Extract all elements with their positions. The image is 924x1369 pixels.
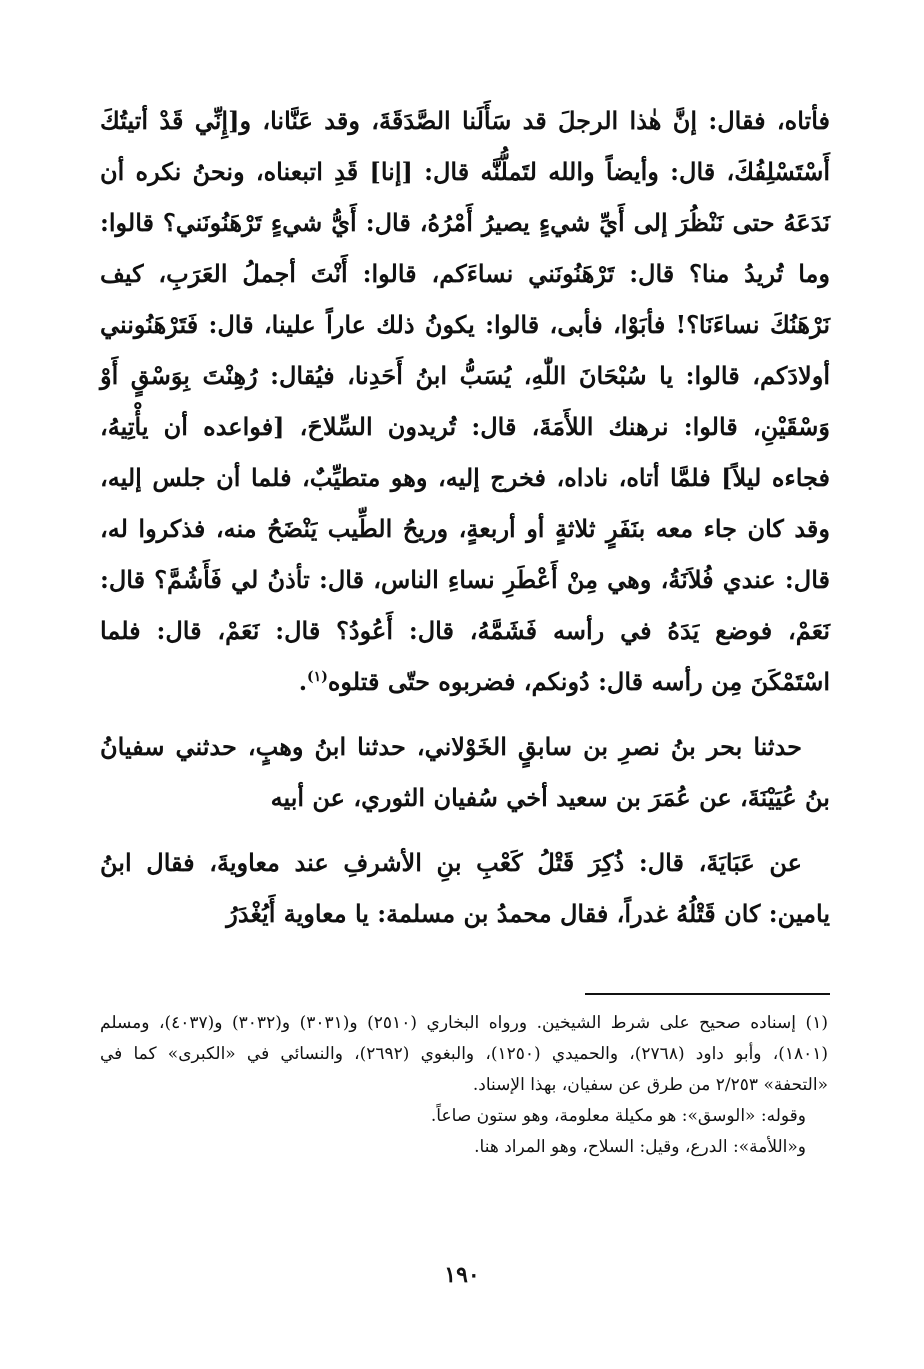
hadith-paragraph: عن عَبَايَةَ، قال: ذُكِرَ قَتْلُ كَعْبِ بنِ الأشرفِ عند معاويةَ، فقال ابنُ يامين: كان قَتْلُهُ غدراً، فقال محمدُ بن مسلمة: يا معاوية أَيُغْدَرُ [100,848,830,928]
isnad-paragraph: حدثنا بحر بنُ نصرِ بن سابقٍ الخَوْلاني، حدثنا ابنُ وهبٍ، حدثني سفيانُ بنُ عُيَيْنَةَ، عن عُمَرَ بن سعيد أخي سُفيان الثوري، عن أبيه [100,732,830,812]
main-text [100,95,830,939]
footnote-reference[interactable]: (١) [307,669,328,685]
paragraph-end-mark: . [298,667,308,696]
footnote-wasq: وقوله: «الوسق»: هو مكيلة معلومة، وهو ستون صاعاً. [430,1106,806,1126]
hadith-paragraph [100,95,830,707]
paragraph-text: فأتاه، فقال: إنَّ هٰذا الرجلَ قد سَأَلَنا الصَّدَقَةَ، وقد عَنَّانا، و[إِنِّي قَدْ أتيتُكَ أَسْتَسْلِفُكَ، قال: وأيضاً والله لتَملُّنَّه قال: [إنا] قَدِ اتبعناه، ونحنُ نكره أن نَدَعَهُ حتى نَنْظُرَ إلى أَيِّ شيءٍ يصيرُ أَمْرُهُ، قال: أَيُّ شيءٍ تَرْهَنُونَني؟ قالوا: وما تُريدُ منا؟ قال: تَرْهَنُونَني نساءَكم، قالوا: أَنْتَ أجملُ العَرَبِ، كيف نَرْهَنُكَ نساءَنَا؟! فأبَوْا، فأبى، قالوا: يكونُ ذلك عاراً علينا، قال: فَتَرْهَنُونني أولادَكم، قالوا: يا سُبْحَانَ اللّٰهِ، يُسَبُّ ابنُ أَحَدِنا، فيُقال: رُهِنْتَ بِوَسْقٍ أَوْ وَسْقَيْنِ، قالوا: نرهنك اللأَمَةَ، قال: تُريدون السِّلاحَ، [فواعده أن يأْتِيهُ، فجاءه ليلاً] فلمَّا أتاه، ناداه، فخرج إليه، وهو متطيِّبٌ، فلما أن جلس إليه، وقد كان جاء معه بنَفَرٍ ثلاثةٍ أو أربعةٍ، وريحُ الطِّيب يَنْضَحُ منه، فذكروا له، قال: عندي فُلاَنَةُ، وهي مِنْ أَعْطَرِ نساءِ الناس، قال: تأذنُ لي فَأَشُمَّ؟ قال: نَعَمْ، فوضع يَدَهُ في رأسه فَشَمَّهُ، قال: أَعُودُ؟ قال: نَعَمْ، قال: فلما اسْتَمْكَنَ مِن رأسه قال: دُونكم، فضربوه حتّى قتلوه [100,106,830,696]
footnote-1: (١) إسناده صحيح على شرط الشيخين. ورواه البخاري (٢٥١٠) و(٣٠٣١) و(٣٠٣٢) و(٤٠٣٧)، ومسلم (١٨٠١)، وأبو داود (٢٧٦٨)، والحميدي (١٢٥٠)، والبغوي (٢٦٩٢)، والنسائي في «الكبرى» كما في «التحفة» ٢/٢٥٣ من طرق عن سفيان، بهذا الإسناد. [100,1013,829,1095]
footnote-lamah: و«اللأمة»: الدرع، وقيل: السلاح، وهو المراد هنا. [474,1137,806,1157]
footnote-divider [585,993,830,995]
page-number: ١٩٠ [444,1262,480,1288]
footnotes [100,1008,828,1163]
